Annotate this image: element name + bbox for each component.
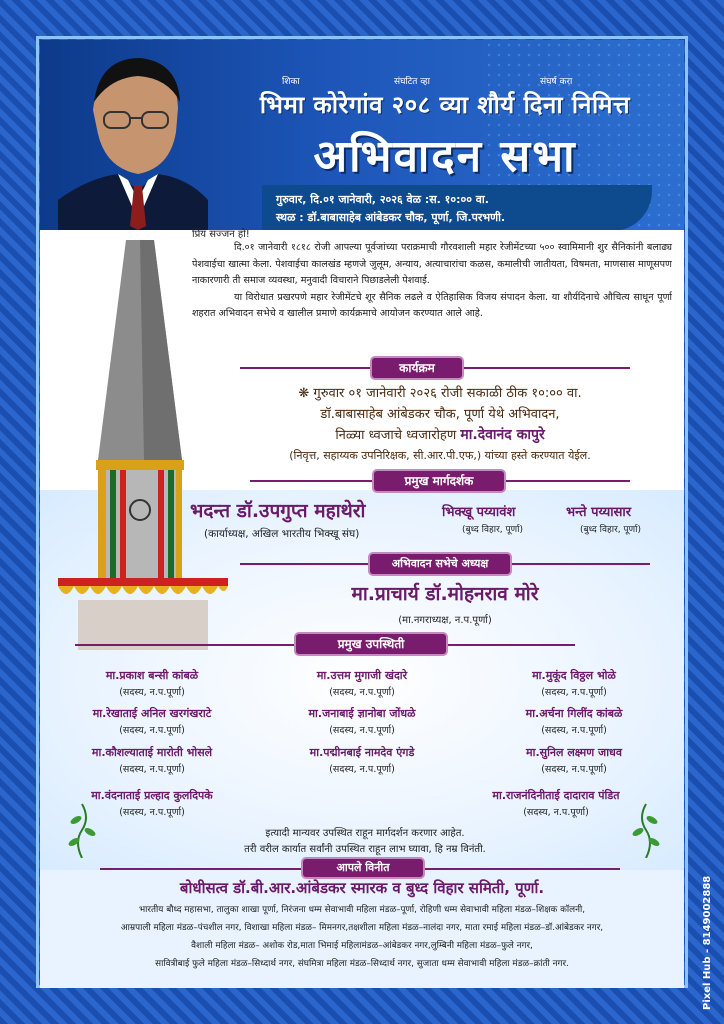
member-name: मा.मुकूंद विठ्ठल भोळे: [532, 669, 616, 682]
member-role: (सदस्य, न.प.पूर्णा): [329, 725, 395, 736]
program-line-1: ❋ गुरुवार ०१ जानेवारी २०२६ रोजी सकाळी ठीक १०:०० वा.: [298, 386, 582, 401]
page-title: अभिवादन सभा: [313, 131, 577, 182]
slogan-educate: शिका: [282, 77, 300, 87]
member-name: मा.पद्मीनबाई नामदेव एंगडे: [309, 746, 415, 759]
member-9: [474, 745, 674, 775]
slogan-agitate: संघर्ष करा: [540, 77, 573, 87]
member-name: मा.रेखाताई अनिल खरगंखराटे: [92, 707, 212, 720]
supporters-line-4: सावित्रीबाई फुले महिला मंडळ–सिध्दार्थ नगर, संघमित्रा महिला मंडळ–सिध्दार्थ नगर, सुजाता धम्म सेवाभावी महिला मंडळ–क्रांती नगर.: [155, 959, 569, 969]
portrait-image: [58, 50, 208, 230]
guide-3-role: (बुध्द विहार, पूर्णा): [580, 525, 641, 535]
member-7: [52, 745, 252, 775]
section-president: अभिवादन सभेचे अध्यक्ष: [370, 554, 510, 574]
member-role: (सदस्य, न.प.पूर्णा): [329, 687, 395, 698]
slogans: [260, 74, 620, 88]
supporters-line-3: वैशाली महिला मंडळ– अशोक रोड,माता भिमाई महिलामंडळ–आंबेडकर नगर,लुम्बिनी महिला मंडळ–फुले नगर,: [191, 941, 533, 951]
program-line-3: [230, 425, 650, 444]
member-8: [262, 745, 462, 775]
section-yours: आपले विनीत: [303, 859, 423, 877]
date-place-bar: [262, 185, 652, 231]
flag-hoisting-guest: मा.देवानंद कापुरे: [460, 427, 545, 443]
president-role: (मा.नगराध्यक्ष, न.प.पूर्णा): [398, 615, 492, 626]
member-name: मा.जनाबाई ज्ञानोबा जोंधळे: [308, 707, 416, 720]
member-5: [262, 706, 462, 736]
headline: भिमा कोरेगांव २०८ व्या शौर्य दिना निमित्त: [259, 91, 631, 119]
program-line-2: डॉ.बाबासाहेब आंबेडकर चौक, पूर्णा येथे अभिवादन,: [320, 407, 560, 422]
member-3: [474, 668, 674, 698]
member-1: [52, 668, 252, 698]
member-name: मा.राजनंदिनीताई दादाराव पंडित: [492, 789, 620, 802]
member-role: (सदस्य, न.प.पूर्णा): [541, 725, 607, 736]
guide-2-role: (बुध्द विहार, पूर्णा): [462, 525, 523, 535]
member-role: (सदस्य, न.प.पूर्णा): [119, 764, 185, 775]
member-role: (सदस्य, न.प.पूर्णा): [119, 807, 185, 818]
member-name: मा.सुनिल लक्ष्मण जाधव: [526, 746, 622, 759]
supporters-list: [48, 901, 676, 973]
vine-ornament-left-icon: [64, 802, 100, 858]
designer-credit: Pixel Hub - 8149002888: [702, 875, 713, 1010]
paragraph-1: दि.०१ जानेवारी १८१८ रोजी आपल्या पूर्वजांच्या पराक्रमाची गौरवशाली महार रेजीमेंटच्या ५०० स्वामिमानी शुर सैनिकांनी बलाढ्य पेशवाईचा खात्मा केला. पेशवाईचा कालखंड म्हणजे जुलूम, अन्याय, अत्याचारांचा कळस, कमालीची जातीयता, विषमता, माणसास माणूसपण नाकारणारी ती समाज व्यवस्था, मनुवादी विचाराने पिछाडलेली पेशवाई.: [192, 242, 672, 286]
closing-line-2: तरी वरील कार्यात सर्वांनी उपस्थित राहून लाभ घ्यावा, हि नम्र विनंती.: [244, 844, 486, 855]
member-6: [474, 706, 674, 736]
closing-note: [200, 826, 530, 858]
member-name: मा.प्रकाश बन्सी कांबळे: [105, 669, 199, 682]
president-name: मा.प्राचार्य डॉ.मोहनराव मोरे: [351, 583, 539, 605]
member-role: (सदस्य, न.प.पूर्णा): [523, 807, 589, 818]
closing-line-1: इत्यादी मान्यवर उपस्थित राहून मार्गदर्शन करणार आहेत.: [265, 828, 465, 839]
vine-ornament-right-icon: [628, 802, 664, 858]
member-role: (सदस्य, न.प.पूर्णा): [119, 725, 185, 736]
member-role: (सदस्य, न.प.पूर्णा): [329, 764, 395, 775]
section-guide: प्रमुख मार्गदर्शक: [374, 471, 504, 491]
member-role: (सदस्य, न.प.पूर्णा): [541, 764, 607, 775]
member-11: [456, 788, 656, 818]
slogan-organize: संघटित व्हा: [394, 77, 430, 87]
section-attendance: प्रमुख उपस्थिती: [296, 634, 446, 654]
member-role: (सदस्य, न.प.पूर्णा): [541, 687, 607, 698]
member-name: मा.वंदनाताई प्रल्हाद कुलदिपके: [91, 789, 213, 802]
program-line-4: (निवृत्त, सहाय्यक उपनिरिक्षक, सी.आर.पी.एफ,) यांच्या हस्ते करण्यात येईल.: [289, 449, 591, 462]
program-line-3-prefix: निळ्या ध्वजाचे ध्वजारोहण: [335, 428, 461, 443]
guide-1-name: भदन्त डॉ.उपगुप्त महाथेरो: [190, 500, 366, 522]
member-role: (सदस्य, न.प.पूर्णा): [119, 687, 185, 698]
supporters-line-2: आम्रपाली महिला मंडळ–पंचशील नगर, विशाखा महिला मंडळ– मिमनगर,तक्षशीला महिला मंडळ–नालंदा नगर, माता रमाई महिला मंडळ–डॉ.आंबेडकर नगर,: [120, 923, 604, 933]
date-line: गुरुवार, दि.०१ जानेवारी, २०२६ वेळ :स. १०:०० वा.: [276, 193, 489, 206]
guide-1-role: (कार्याध्यक्ष, अखिल भारतीय भिक्खू संघ): [204, 528, 360, 540]
member-name: मा.उत्तम मुगाजी खंदारे: [316, 669, 408, 682]
greeting: प्रिय सज्जन हो!: [192, 229, 250, 240]
place-line: स्थळ : डॉ.बाबासाहेब आंबेडकर चौक, पूर्णा, जि.परभणी.: [276, 211, 506, 224]
member-name: मा.अर्चना गिलींद कांबळे: [525, 707, 623, 720]
organizer-name: बोधीसत्व डॉ.बी.आर.आंबेडकर स्मारक व बुध्द विहार समिती, पूर्णा.: [179, 879, 545, 897]
intro-paragraphs: [192, 240, 672, 323]
guide-2-name: भिक्खू पय्यावंश: [442, 505, 516, 520]
member-2: [262, 668, 462, 698]
guide-3-name: भन्ते पय्यासार: [566, 505, 632, 520]
section-program: कार्यक्रम: [372, 358, 462, 378]
member-4: [52, 706, 252, 736]
supporters-line-1: भारतीय बौध्द महासभा, तालुका शाखा पूर्णा, निरंजना धम्म सेवाभावी महिला मंडळ–पूर्णा, रोहिणी धम्म सेवाभावी महिला मंडळ–शिक्षक कॉलनी,: [138, 905, 586, 915]
member-name: मा.कौशल्याताई मारोती भोसले: [91, 746, 213, 759]
paragraph-2: या विरोधात प्रखरपणे महार रेजीमेंटचे शूर सैनिक लढले व ऐतिहासिक विजय संपादन केला. या शौर्यदिनाचे औचित्य साधून पूर्णा शहरात अभिवादन सभेचे व खालील प्रमाणे कार्यक्रमाचे आयोजन करण्यात आले आहे.: [192, 291, 672, 319]
